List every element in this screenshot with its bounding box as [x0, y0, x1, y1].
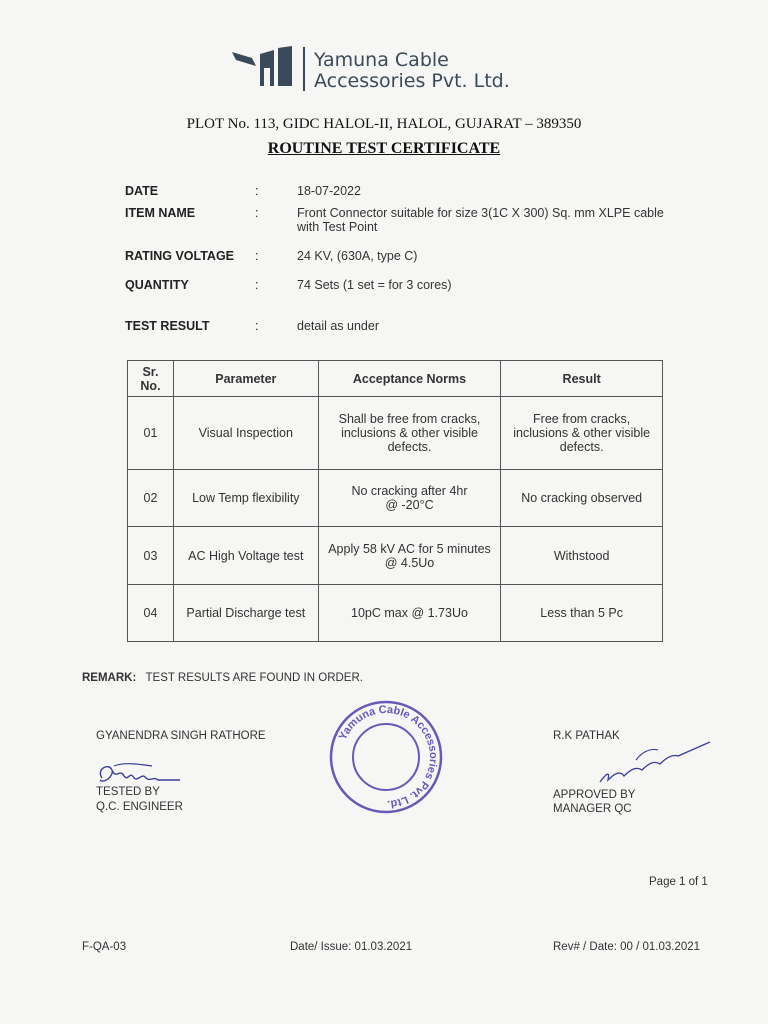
certificate-title — [0, 140, 768, 158]
quantity-value: 74 Sets (1 set = for 3 cores) — [297, 278, 452, 292]
footer-issue-date: Date/ Issue: 01.03.2021 — [290, 941, 413, 953]
approver-name: R.K PATHAK — [553, 730, 620, 742]
row-result — [501, 470, 663, 527]
row-result — [501, 397, 663, 470]
result-line: defects. — [559, 440, 604, 454]
header-parameter: Parameter — [173, 361, 318, 397]
test-result-label: TEST RESULT — [125, 319, 210, 333]
approver-signature-icon — [596, 730, 714, 790]
item-name-label: ITEM NAME — [125, 206, 196, 220]
header-result: Result — [501, 361, 663, 397]
stamp-text: Yamuna Cable Accessories Pvt. Ltd. — [336, 703, 440, 811]
norms-line: defects. — [387, 440, 432, 454]
company-name-line2: Accessories Pvt. Ltd. — [314, 70, 510, 92]
table-row — [128, 585, 663, 642]
row-norms — [318, 585, 501, 642]
row-norms — [318, 470, 501, 527]
row-sr: 04 — [128, 585, 174, 642]
remark-label: REMARK: — [82, 672, 137, 684]
footer-form-number: F-QA-03 — [82, 941, 127, 953]
rating-voltage-value: 24 KV, (630A, type C) — [297, 249, 418, 263]
row-parameter: AC High Voltage test — [173, 527, 318, 585]
approver-role: APPROVED BY — [553, 789, 636, 801]
company-name-line1: Yamuna Cable — [314, 49, 449, 71]
result-line: Withstood — [553, 548, 610, 563]
date-label: DATE — [125, 184, 159, 198]
norms-line: No cracking after 4hr — [351, 484, 468, 498]
row-parameter: Visual Inspection — [173, 397, 318, 470]
rating-voltage-colon: : — [255, 249, 259, 263]
page-number: Page 1 of 1 — [649, 876, 708, 888]
row-sr: 03 — [128, 527, 174, 585]
result-line: inclusions & other visible — [513, 426, 651, 440]
header-sr-line2: No. — [140, 378, 161, 393]
test-results-table — [127, 360, 663, 642]
date-value: 18-07-2022 — [297, 184, 361, 198]
quantity-colon: : — [255, 278, 259, 292]
logo-divider — [303, 47, 305, 91]
table-header-row — [128, 361, 663, 397]
row-norms — [318, 397, 501, 470]
row-parameter: Partial Discharge test — [173, 585, 318, 642]
result-line: Less than 5 Pc — [540, 606, 623, 620]
company-address: PLOT No. 113, GIDC HALOL-II, HALOL, GUJARAT – 389350 — [186, 116, 582, 132]
norms-line: @ -20°C — [385, 498, 434, 512]
test-result-colon: : — [255, 319, 259, 333]
header-sr-line1: Sr. — [142, 364, 159, 379]
table-row — [128, 397, 663, 470]
company-logo-icon — [230, 46, 300, 94]
result-line: Free from cracks, — [533, 412, 631, 426]
row-sr: 01 — [128, 397, 174, 470]
rating-voltage-label: RATING VOLTAGE — [125, 249, 235, 263]
tester-title: Q.C. ENGINEER — [96, 801, 183, 813]
result-line: No cracking observed — [521, 491, 643, 505]
certificate-title-text: ROUTINE TEST CERTIFICATE — [267, 140, 501, 157]
company-name — [314, 50, 510, 92]
row-result — [501, 585, 663, 642]
norms-line: 10pC max @ 1.73Uo — [351, 606, 468, 620]
item-name-value-line2: with Test Point — [297, 220, 378, 234]
table-row — [128, 470, 663, 527]
item-name-colon: : — [255, 206, 259, 220]
tester-name: GYANENDRA SINGH RATHORE — [96, 730, 266, 742]
footer-revision: Rev# / Date: 00 / 01.03.2021 — [553, 941, 701, 953]
row-result — [501, 527, 663, 585]
header-sr-no — [128, 361, 174, 397]
table-row — [128, 527, 663, 585]
norms-line: inclusions & other visible — [341, 426, 478, 440]
norms-line: @ 4.5Uo — [384, 555, 435, 570]
company-seal-stamp — [326, 697, 446, 817]
norms-line: Apply 58 kV AC for 5 minutes — [328, 541, 491, 556]
date-colon: : — [255, 184, 259, 198]
approver-title: MANAGER QC — [553, 803, 632, 815]
header-acceptance-norms: Acceptance Norms — [318, 361, 501, 397]
remark — [82, 672, 363, 684]
item-name-value-line1: Front Connector suitable for size 3(1C X 300) Sq. mm XLPE cable — [297, 206, 664, 220]
norms-line: Shall be free from cracks, — [338, 412, 481, 426]
row-parameter: Low Temp flexibility — [173, 470, 318, 527]
tester-role: TESTED BY — [96, 786, 160, 798]
row-sr: 02 — [128, 470, 174, 527]
row-norms — [318, 527, 501, 585]
test-result-value: detail as under — [297, 319, 380, 333]
remark-text: TEST RESULTS ARE FOUND IN ORDER. — [145, 672, 363, 684]
quantity-label: QUANTITY — [125, 278, 189, 292]
